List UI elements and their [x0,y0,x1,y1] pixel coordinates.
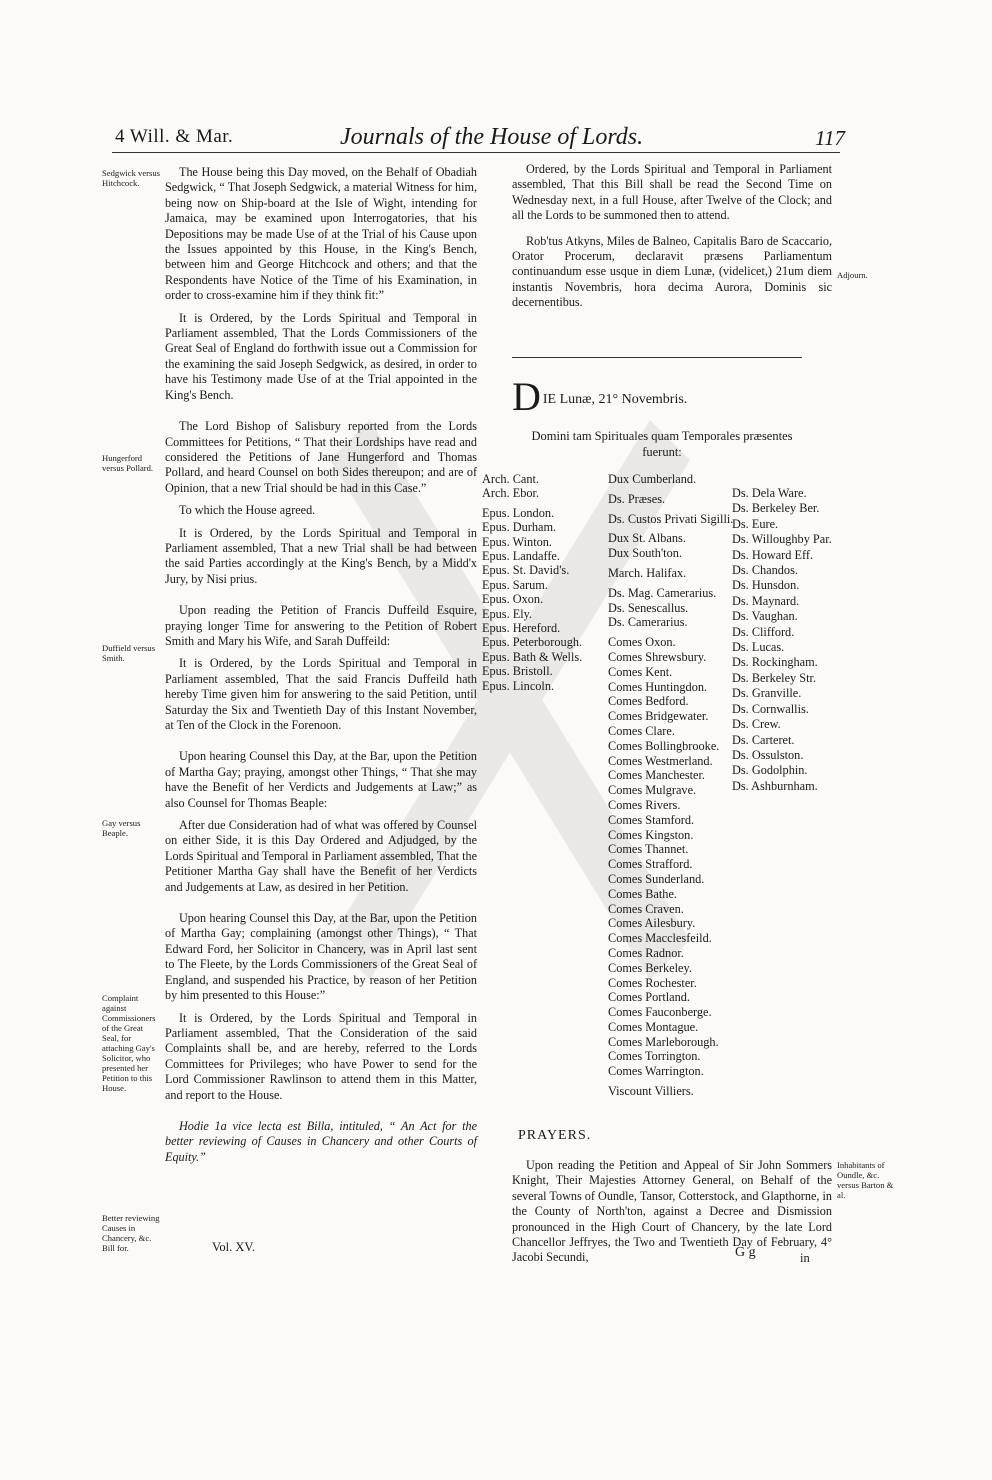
paragraph-sedgwick-motion: The House being this Day moved, on the Behalf of Obadiah Sedgwick, “ That Joseph Sedgwick, a material Witness for him, being now on Ship-board at the Isle of Wight, intending for Jamaica, may be examined upon Interrogatories, that his Depositions may be made Use of at the Trial of his Cause upon the Issues appointed by this House, in the King's Bench, between him and George Hitchcock and others; and that the Respondents have Notice of the Time of his Examination, in order to cross-examine him if they think fit:” [165,165,477,303]
peer-name: Comes Kingston. [608,827,694,842]
peer-name: Ds. Rockingham. [732,655,818,670]
peer-name: Comes Bathe. [608,886,677,901]
peer-name: Ds. Custos Privati Sigilli. [608,511,734,526]
peer-name: Ds. Ossulston. [732,747,804,762]
sitting-date [512,374,688,419]
peer-name: Ds. Lucas. [732,640,785,655]
running-head-left: 4 Will. & Mar. [115,126,234,147]
peer-name: Ds. Granville. [732,686,802,701]
peer-name: Ds. Vaughan. [732,609,798,624]
signature-mark: G g [735,1245,756,1260]
peer-name: Epus. Ely. [482,606,533,621]
peer-name: Comes Kent. [608,664,673,679]
peer-name: Ds. Dela Ware. [732,486,807,500]
prayers-heading: PRAYERS. [518,1128,592,1143]
drop-cap: D [512,374,541,419]
peer-name: Epus. Durham. [482,520,557,535]
peer-name: Epus. Winton. [482,534,552,549]
peers-list-bishops [482,472,582,693]
peers-list-barons [732,486,832,794]
peer-name: Ds. Maynard. [732,593,800,608]
peer-name: Ds. Clifford. [732,624,795,639]
paragraph-duffield-order: It is Ordered, by the Lords Spiritual and Temporal in Parliament assembled, That the said Francis Duffeild hath hereby Time given him for answering to the said Petition, until Saturday the Six and Twentieth Day of this Instant November, at Ten of the Clock in the Forenoon. [165,656,477,732]
peer-name: Ds. Godolphin. [732,763,808,778]
peer-name: Ds. Mag. Camerarius. [608,585,717,600]
peer-name: Dux South'ton. [608,546,682,561]
peer-name: Epus. Bath & Wells. [482,649,583,664]
paragraph-gay-order: After due Consideration had of what was offered by Counsel on either Side, it is this Day Ordered and Adjudged, by the Lords Spiritual and Temporal in Parliament assembled, That the Petitioner Martha Gay shall have the Benefit of her Verdicts and Judgements at Law, as desired in her Petition. [165,818,477,894]
peer-name: Epus. Oxon. [482,592,544,607]
peer-name: Comes Radnor. [608,945,684,960]
margin-note-gay: Gay versus Beaple. [102,818,141,838]
peer-name: Arch. Ebor. [482,486,540,501]
peer-name: Comes Bollingbrooke. [608,738,720,753]
paragraph-complaint-hearing: Upon hearing Counsel this Day, at the Bar, upon the Petition of Martha Gay; complaining (amongst other Things), “ That Edward Ford, her Solicitor in Chancery, was in April last sent to The Fleete, by the Lords Commissioners of the Great Seal of England, and suspended his Practice, by reason of her Petition by him presented to this House:” [165,911,477,1003]
peer-name: Comes Portland. [608,990,690,1005]
margin-note-adjourn: Adjourn. [837,270,868,280]
paragraph-gay-hearing: Upon hearing Counsel this Day, at the Bar, upon the Petition of Martha Gay; praying, amongst other Things, “ That she may have the Benefit of her Verdicts and Judgements at Law;” as also Counsel for Thomas Beaple: [165,749,477,810]
peer-name: Comes Clare. [608,723,675,738]
peer-name: Ds. Berkeley Ber. [732,501,820,516]
peer-name: Ds. Cornwallis. [732,701,809,716]
peer-name: Epus. Peterborough. [482,635,583,650]
peer-name: Comes Stamford. [608,812,695,827]
margin-note-better-reviewing: Better reviewing Causes in Chancery, &c. Bill for. [102,1213,160,1253]
section-rule [512,357,802,358]
peer-name: Comes Berkeley. [608,960,692,975]
paragraph-bill-first-reading: Hodie 1a vice lecta est Billa, intituled, “ An Act for the better reviewing of Causes in Chancery and other Courts of Equity.” [165,1118,477,1164]
peer-name: Comes Macclesfeild. [608,931,712,946]
peer-name: Comes Rochester. [608,975,697,990]
peer-name: Viscount Villiers. [608,1084,694,1099]
peer-name: Comes Craven. [608,901,684,916]
peer-name: Comes Fauconberge. [608,1005,712,1020]
peer-name: Epus. Landaffe. [482,549,560,564]
peers-list-temporal [608,472,733,1099]
peer-name: Epus. Hereford. [482,621,561,636]
paragraph-hungerford-report: The Lord Bishop of Salisbury reported from the Lords Committees for Petitions, “ That their Lordships have read and considered the Petitions of Jane Hungerford and Thomas Pollard, and heard Counsel on both Sides thereupon; and are of Opinion, that a new Trial should be had in this Case.” [165,419,477,495]
peer-name: Comes Marleborough. [608,1034,719,1049]
peer-name: Comes Bedford. [608,694,689,709]
margin-note-complaint: Complaint against Commissioners of the Great Seal, for attaching Gay's Solicitor, who presented her Petition to this House. [102,993,156,1093]
peer-name: Comes Ailesbury. [608,916,696,931]
paragraph-hungerford-order: It is Ordered, by the Lords Spiritual and Temporal in Parliament assembled, That a new Trial shall be had between the said Parties accordingly at the King's Bench, by a Midd'x Jury, by Nisi prius. [165,525,477,586]
peer-name: Comes Thannet. [608,842,689,857]
paragraph-bill-second-reading: Ordered, by the Lords Spiritual and Temporal in Parliament assembled, That this Bill shall be read the Second Time on Wednesday next, in a full House, after Twelve of the Clock; and all the Lords to be summoned then to attend. [512,162,832,223]
peer-name: Ds. Ashburnham. [732,778,818,793]
peer-name: Comes Warrington. [608,1064,704,1079]
peer-name: Ds. Eure. [732,516,779,531]
peer-name: Comes Huntingdon. [608,679,708,694]
margin-note-sedgwick: Sedgwick versus Hitchcock. [102,168,160,188]
peer-name: Epus. London. [482,505,555,520]
peer-name: Comes Rivers. [608,797,681,812]
peer-name: Arch. Cant. [482,472,540,486]
peer-name: Epus. Lincoln. [482,678,555,693]
peer-name: Comes Sunderland. [608,871,705,886]
peer-name: Comes Westmerland. [608,753,713,768]
paragraph-house-agreed: To which the House agreed. [179,503,316,518]
catchword: in [800,1251,810,1265]
peer-name: Ds. Hunsdon. [732,578,800,593]
paragraph-adjournment: Rob'tus Atkyns, Miles de Balneo, Capitalis Baro de Scaccario, Orator Procerum, declaravit præsens Parliamentum continuandum esse usque in diem Lunæ, (videlicet,) 21um diem instantis Novembris, hora decima Aurora, Dominis sic decernentibus. [512,233,832,310]
peer-name: Comes Strafford. [608,857,693,872]
lords-present-heading: Domini tam Spirituales quam Temporales præsentes fuerunt: [531,429,793,459]
right-column [512,162,832,318]
peer-name: Ds. Willoughby Par. [732,532,832,547]
peer-name: Ds. Berkeley Str. [732,670,817,685]
peer-name: Ds. Senescallus. [608,600,689,615]
sitting-date-text: IE Lunæ, 21° Novembris. [542,392,688,407]
peer-name: Comes Bridgewater. [608,709,709,724]
margin-note-hungerford: Hungerford versus Pollard. [102,453,154,473]
paragraph-oundle-appeal: Upon reading the Petition and Appeal of Sir John Sommers Knight, Their Majesties Attorney General, on Behalf of the several Towns of Oundle, Tansor, Cotterstock, and Glapthorne, in the County of North'ton, against a Decree and Dismission pronounced in the High Court of Chancery, by the late Lord Chancellor Jeffryes, the Two and Twentieth Day of February, 4° Jacobi Secundi, [512,1158,832,1265]
paragraph-complaint-order: It is Ordered, by the Lords Spiritual and Temporal in Parliament assembled, That the Consideration of the said Complaints shall be, and are hereby, referred to the Lords Committees for Privileges; who have Power to send for the Lord Commissioner Rawlinson to attend them in this Matter, and report to the House. [165,1010,477,1102]
peer-name: Dux Cumberland. [608,472,697,486]
header-rule [112,152,840,153]
peer-name: Dux St. Albans. [608,531,686,546]
running-head-title: Journals of the House of Lords. [340,124,644,150]
peer-name: March. Halifax. [608,565,687,580]
volume-label: Vol. XV. [212,1240,255,1254]
left-column [165,165,477,1172]
page-number: 117 [815,126,845,150]
peer-name: Comes Montague. [608,1019,699,1034]
peer-name: Ds. Præses. [608,491,666,506]
peer-name: Ds. Camerarius. [608,615,688,630]
peer-name: Epus. Bristoll. [482,664,553,679]
peer-name: Ds. Chandos. [732,563,798,578]
peer-name: Ds. Crew. [732,717,781,732]
margin-note-duffield: Duffield versus Smith. [102,643,156,663]
peer-name: Comes Oxon. [608,635,676,650]
margin-note-inhabitants: Inhabitants of Oundle, &c. versus Barton & al. [837,1160,894,1200]
peer-name: Epus. Sarum. [482,577,548,592]
peer-name: Ds. Howard Eff. [732,547,814,562]
peer-name: Comes Shrewsbury. [608,649,707,664]
peer-name: Epus. St. David's. [482,563,570,578]
peer-name: Comes Manchester. [608,768,705,783]
paragraph-duffield-petition: Upon reading the Petition of Francis Duffeild Esquire, praying longer Time for answering to the Petition of Robert Smith and Mary his Wife, and Sarah Duffeild: [165,603,477,648]
peer-name: Comes Torrington. [608,1049,701,1064]
peer-name: Ds. Carteret. [732,732,795,747]
paragraph-sedgwick-order: It is Ordered, by the Lords Spiritual and Temporal in Parliament assembled, That the Lords Commissioners of the Great Seal of England do forthwith issue out a Commission for the examining the said Joseph Sedgwick, as desired, in order to have his Testimony made Use of at the Trial appointed in the King's Bench. [165,310,477,402]
peer-name: Comes Mulgrave. [608,783,697,798]
